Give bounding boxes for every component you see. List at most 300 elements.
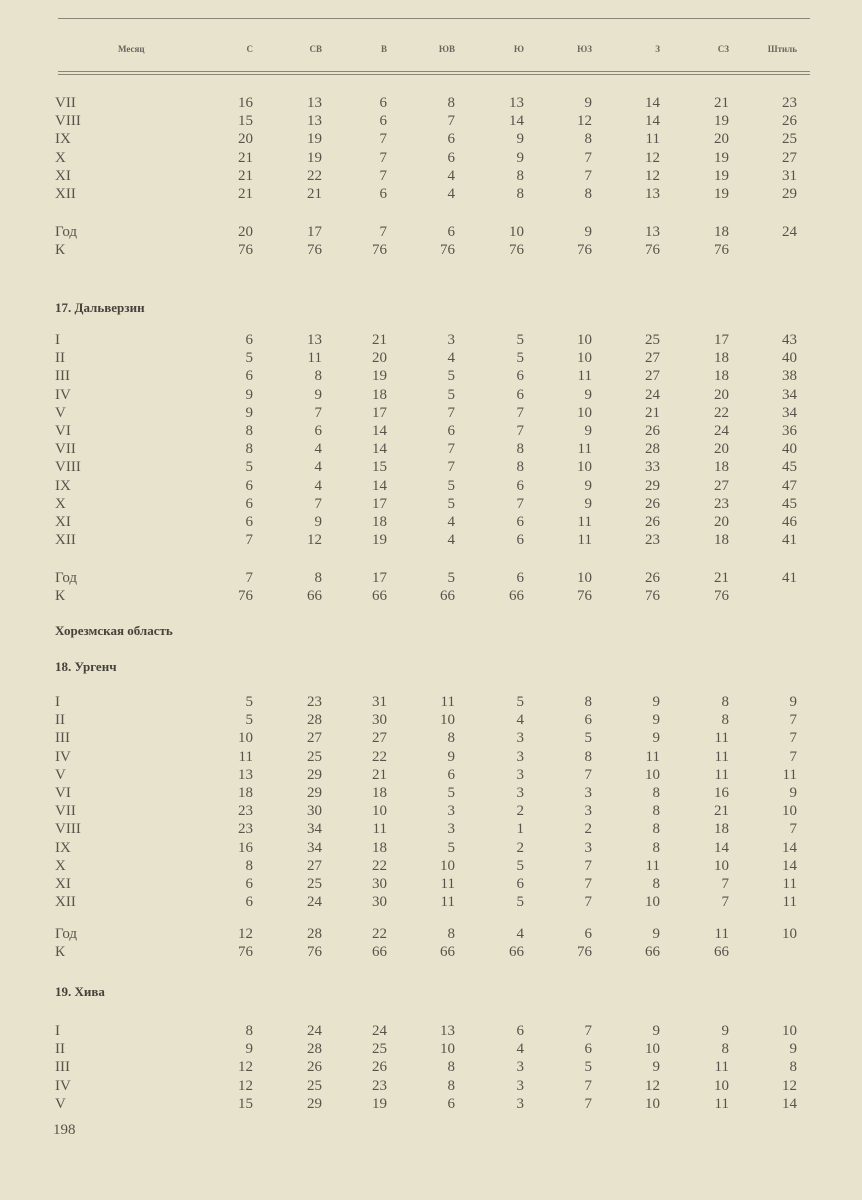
section-continued: [0, 94, 862, 260]
cell-value: 8: [516, 167, 524, 184]
cell-value: 6: [447, 1095, 455, 1112]
cell-value: 7: [584, 766, 592, 783]
header-col: В: [380, 44, 387, 54]
cell-value: 14: [645, 95, 660, 111]
cell-value: 21: [307, 185, 322, 202]
cell-value: 9: [584, 422, 592, 439]
cell-value: 18: [714, 459, 729, 476]
cell-value: 11: [782, 766, 797, 783]
cell-value: 11: [645, 857, 660, 874]
cell-value: 21: [714, 95, 729, 111]
cell-value: 14: [782, 857, 797, 874]
cell-value: 21: [714, 570, 729, 587]
cell-value: 12: [645, 149, 660, 166]
cell-value: 66: [440, 944, 455, 961]
row-label: V: [55, 766, 66, 783]
row-label: X: [55, 149, 66, 166]
cell-value: 45: [782, 459, 797, 476]
cell-value: 76: [238, 242, 253, 259]
cell-value: 19: [307, 149, 322, 166]
cell-value: 7: [379, 167, 387, 184]
cell-value: 21: [645, 404, 660, 421]
row-label: XI: [55, 875, 71, 892]
section-title-urgench: 18. Ургенч: [55, 659, 117, 674]
cell-value: 9: [652, 1059, 660, 1076]
table-header: [0, 44, 862, 60]
cell-value: 8: [652, 784, 660, 801]
cell-value: 10: [645, 1041, 660, 1058]
table-row: [0, 495, 862, 513]
table-row: [0, 925, 862, 943]
cell-value: 3: [516, 730, 524, 747]
cell-value: 2: [516, 839, 524, 856]
cell-value: 3: [516, 784, 524, 801]
cell-value: 10: [577, 350, 592, 367]
cell-value: 26: [645, 422, 660, 439]
cell-value: 4: [314, 477, 322, 494]
row-label: III: [55, 1059, 70, 1076]
cell-value: 8: [652, 875, 660, 892]
table-row: [0, 241, 862, 259]
cell-value: 8: [245, 422, 253, 439]
cell-value: 11: [307, 350, 322, 367]
table-row: [0, 820, 862, 838]
cell-value: 66: [509, 944, 524, 961]
cell-value: 66: [440, 588, 455, 605]
cell-value: 4: [314, 459, 322, 476]
cell-value: 6: [516, 1023, 524, 1039]
cell-value: 9: [789, 784, 797, 801]
cell-value: 11: [372, 821, 387, 838]
cell-value: 5: [516, 350, 524, 367]
cell-value: 25: [372, 1041, 387, 1058]
cell-value: 8: [584, 185, 592, 202]
cell-value: 12: [577, 113, 592, 130]
cell-value: 12: [782, 1077, 797, 1094]
cell-value: 28: [307, 712, 322, 729]
row-label: XI: [55, 167, 71, 184]
cell-value: 10: [645, 1095, 660, 1112]
cell-value: 9: [652, 1023, 660, 1039]
cell-value: 10: [577, 404, 592, 421]
cell-value: 11: [577, 513, 592, 530]
cell-value: 7: [447, 113, 455, 130]
cell-value: 38: [782, 368, 797, 385]
table-row: [0, 587, 862, 605]
cell-value: 66: [372, 588, 387, 605]
row-label: IX: [55, 131, 71, 148]
cell-value: 7: [584, 857, 592, 874]
cell-value: 12: [645, 167, 660, 184]
cell-value: 6: [447, 766, 455, 783]
row-label: II: [55, 1041, 65, 1058]
cell-value: 23: [782, 95, 797, 111]
cell-value: 7: [447, 459, 455, 476]
cell-value: 13: [307, 332, 322, 348]
cell-value: 7: [516, 422, 524, 439]
cell-value: 24: [645, 386, 660, 403]
cell-value: 8: [652, 839, 660, 856]
cell-value: 7: [789, 748, 797, 765]
cell-value: 18: [714, 368, 729, 385]
cell-value: 29: [307, 766, 322, 783]
cell-value: 11: [714, 766, 729, 783]
cell-value: 25: [307, 1077, 322, 1094]
cell-value: 40: [782, 441, 797, 458]
cell-value: 7: [789, 712, 797, 729]
cell-value: 6: [245, 495, 253, 512]
cell-value: 66: [645, 944, 660, 961]
cell-value: 10: [440, 712, 455, 729]
cell-value: 29: [645, 477, 660, 494]
cell-value: 76: [509, 242, 524, 259]
cell-value: 8: [652, 821, 660, 838]
cell-value: 7: [584, 894, 592, 911]
cell-value: 10: [714, 857, 729, 874]
header-col: СВ: [309, 44, 322, 54]
row-label: I: [55, 1023, 60, 1039]
table-row: [0, 569, 862, 587]
cell-value: 22: [372, 857, 387, 874]
cell-value: 9: [516, 131, 524, 148]
cell-value: 8: [721, 712, 729, 729]
cell-value: 5: [447, 784, 455, 801]
cell-value: 17: [307, 224, 322, 241]
cell-value: 9: [447, 748, 455, 765]
cell-value: 9: [584, 495, 592, 512]
cell-value: 8: [584, 748, 592, 765]
cell-value: 21: [372, 332, 387, 348]
cell-value: 4: [447, 185, 455, 202]
table-row: [0, 943, 862, 961]
section-title-dalverzin: 17. Дальверзин: [55, 300, 145, 315]
cell-value: 10: [714, 1077, 729, 1094]
cell-value: 8: [721, 694, 729, 710]
cell-value: 17: [372, 404, 387, 421]
cell-value: 7: [789, 730, 797, 747]
cell-value: 6: [584, 712, 592, 729]
cell-value: 28: [645, 441, 660, 458]
table-row: [0, 185, 862, 203]
cell-value: 16: [238, 95, 253, 111]
cell-value: 9: [584, 224, 592, 241]
cell-value: 16: [238, 839, 253, 856]
row-label: Год: [55, 570, 78, 587]
cell-value: 12: [238, 926, 253, 943]
row-label: VII: [55, 441, 76, 458]
cell-value: 13: [645, 185, 660, 202]
row-label: X: [55, 495, 66, 512]
cell-value: 30: [372, 894, 387, 911]
cell-value: 26: [645, 495, 660, 512]
cell-value: 12: [238, 1059, 253, 1076]
row-label: К: [55, 242, 66, 259]
cell-value: 10: [372, 803, 387, 820]
table-row: [0, 857, 862, 875]
header-col: СЗ: [717, 44, 729, 54]
cell-value: 31: [372, 694, 387, 710]
cell-value: 8: [447, 95, 455, 111]
row-label: X: [55, 857, 66, 874]
cell-value: 10: [645, 766, 660, 783]
cell-value: 7: [516, 404, 524, 421]
cell-value: 13: [307, 113, 322, 130]
cell-value: 17: [372, 495, 387, 512]
cell-value: 7: [584, 1095, 592, 1112]
cell-value: 13: [509, 95, 524, 111]
cell-value: 14: [782, 839, 797, 856]
cell-value: 6: [516, 513, 524, 530]
cell-value: 8: [584, 131, 592, 148]
header-col: З: [655, 44, 660, 54]
cell-value: 22: [714, 404, 729, 421]
cell-value: 20: [714, 386, 729, 403]
cell-value: 8: [584, 694, 592, 710]
cell-value: 3: [584, 803, 592, 820]
cell-value: 9: [584, 95, 592, 111]
cell-value: 3: [516, 766, 524, 783]
cell-value: 6: [516, 368, 524, 385]
cell-value: 19: [714, 185, 729, 202]
cell-value: 18: [714, 224, 729, 241]
cell-value: 13: [307, 95, 322, 111]
cell-value: 36: [782, 422, 797, 439]
cell-value: 5: [516, 857, 524, 874]
cell-value: 9: [789, 1041, 797, 1058]
cell-value: 8: [447, 1059, 455, 1076]
cell-value: 26: [645, 513, 660, 530]
cell-value: 76: [577, 242, 592, 259]
table-row: [0, 130, 862, 148]
cell-value: 31: [782, 167, 797, 184]
table-row: [0, 748, 862, 766]
table-row: [0, 167, 862, 185]
cell-value: 10: [577, 332, 592, 348]
row-label: IX: [55, 839, 71, 856]
cell-value: 19: [714, 167, 729, 184]
cell-value: 6: [314, 422, 322, 439]
cell-value: 7: [721, 894, 729, 911]
cell-value: 22: [372, 926, 387, 943]
cell-value: 2: [516, 803, 524, 820]
cell-value: 18: [238, 784, 253, 801]
cell-value: 47: [782, 477, 797, 494]
row-label: V: [55, 404, 66, 421]
cell-value: 8: [245, 857, 253, 874]
cell-value: 7: [584, 149, 592, 166]
cell-value: 76: [440, 242, 455, 259]
cell-value: 21: [372, 766, 387, 783]
cell-value: 18: [714, 350, 729, 367]
cell-value: 8: [789, 1059, 797, 1076]
cell-value: 43: [782, 332, 797, 348]
cell-value: 6: [447, 131, 455, 148]
cell-value: 5: [447, 477, 455, 494]
cell-value: 7: [245, 532, 253, 549]
cell-value: 10: [440, 857, 455, 874]
row-label: V: [55, 1095, 66, 1112]
cell-value: 25: [307, 748, 322, 765]
row-label: IV: [55, 748, 71, 765]
header-col: ЮВ: [438, 44, 455, 54]
cell-value: 7: [379, 149, 387, 166]
cell-value: 3: [516, 1077, 524, 1094]
cell-value: 11: [577, 441, 592, 458]
cell-value: 76: [645, 242, 660, 259]
cell-value: 5: [245, 712, 253, 729]
cell-value: 66: [372, 944, 387, 961]
cell-value: 3: [584, 839, 592, 856]
cell-value: 76: [238, 944, 253, 961]
cell-value: 6: [245, 477, 253, 494]
table-row: [0, 440, 862, 458]
cell-value: 1: [516, 821, 524, 838]
cell-value: 6: [516, 386, 524, 403]
table-row: [0, 766, 862, 784]
cell-value: 11: [714, 748, 729, 765]
cell-value: 29: [307, 784, 322, 801]
row-label: XII: [55, 532, 76, 549]
table-row: [0, 1095, 862, 1113]
cell-value: 11: [440, 875, 455, 892]
cell-value: 5: [245, 459, 253, 476]
cell-value: 6: [516, 532, 524, 549]
table-row: [0, 386, 862, 404]
cell-value: 5: [516, 332, 524, 348]
cell-value: 9: [314, 386, 322, 403]
cell-value: 7: [314, 404, 322, 421]
section-dalverzin: [0, 331, 862, 606]
cell-value: 8: [516, 185, 524, 202]
cell-value: 41: [782, 570, 797, 587]
table-row: [0, 149, 862, 167]
row-label: К: [55, 944, 66, 961]
cell-value: 7: [584, 167, 592, 184]
cell-value: 25: [645, 332, 660, 348]
cell-value: 14: [782, 1095, 797, 1112]
cell-value: 5: [447, 368, 455, 385]
cell-value: 20: [714, 513, 729, 530]
cell-value: 7: [314, 495, 322, 512]
cell-value: 76: [307, 242, 322, 259]
cell-value: 21: [238, 185, 253, 202]
cell-value: 6: [379, 95, 387, 111]
section-title-khiva: 19. Хива: [55, 984, 105, 999]
cell-value: 11: [782, 875, 797, 892]
cell-value: 4: [447, 167, 455, 184]
cell-value: 20: [372, 350, 387, 367]
cell-value: 46: [782, 513, 797, 530]
row-label: I: [55, 332, 60, 348]
cell-value: 8: [652, 803, 660, 820]
cell-value: 12: [238, 1077, 253, 1094]
cell-value: 5: [584, 1059, 592, 1076]
table-row: [0, 693, 862, 711]
row-label: К: [55, 588, 66, 605]
cell-value: 18: [372, 386, 387, 403]
table-row: [0, 1022, 862, 1040]
header-col: Штиль: [767, 44, 797, 54]
cell-value: 8: [721, 1041, 729, 1058]
cell-value: 9: [652, 694, 660, 710]
cell-value: 10: [509, 224, 524, 241]
header-col: Ю: [513, 44, 524, 54]
cell-value: 26: [372, 1059, 387, 1076]
table-row: [0, 404, 862, 422]
cell-value: 6: [245, 875, 253, 892]
row-label: XI: [55, 513, 71, 530]
cell-value: 76: [577, 944, 592, 961]
cell-value: 9: [652, 926, 660, 943]
cell-value: 6: [245, 894, 253, 911]
cell-value: 7: [447, 441, 455, 458]
cell-value: 34: [782, 386, 797, 403]
cell-value: 4: [447, 532, 455, 549]
table-row: [0, 513, 862, 531]
table-row: [0, 458, 862, 476]
table-row: [0, 711, 862, 729]
cell-value: 4: [447, 513, 455, 530]
cell-value: 8: [245, 1023, 253, 1039]
cell-value: 11: [714, 730, 729, 747]
cell-value: 6: [245, 332, 253, 348]
cell-value: 13: [238, 766, 253, 783]
cell-value: 21: [238, 167, 253, 184]
cell-value: 30: [372, 712, 387, 729]
table-row: [0, 331, 862, 349]
cell-value: 34: [307, 839, 322, 856]
cell-value: 20: [714, 131, 729, 148]
cell-value: 6: [447, 149, 455, 166]
cell-value: 15: [238, 1095, 253, 1112]
row-label: XII: [55, 185, 76, 202]
cell-value: 24: [307, 894, 322, 911]
cell-value: 3: [447, 803, 455, 820]
cell-value: 76: [714, 588, 729, 605]
cell-value: 17: [372, 570, 387, 587]
table-row: [0, 422, 862, 440]
cell-value: 8: [447, 926, 455, 943]
cell-value: 2: [584, 821, 592, 838]
table-row: [0, 531, 862, 549]
cell-value: 5: [447, 839, 455, 856]
row-label: IV: [55, 386, 71, 403]
cell-value: 14: [714, 839, 729, 856]
cell-value: 26: [782, 113, 797, 130]
row-label: I: [55, 694, 60, 710]
cell-value: 11: [782, 894, 797, 911]
cell-value: 20: [714, 441, 729, 458]
cell-value: 11: [577, 532, 592, 549]
cell-value: 7: [516, 495, 524, 512]
row-label: XII: [55, 894, 76, 911]
cell-value: 7: [721, 875, 729, 892]
cell-value: 19: [714, 149, 729, 166]
table-row: [0, 112, 862, 130]
cell-value: 8: [447, 1077, 455, 1094]
cell-value: 5: [447, 570, 455, 587]
cell-value: 14: [372, 422, 387, 439]
cell-value: 5: [447, 386, 455, 403]
header-rule-1: [58, 71, 810, 72]
cell-value: 11: [238, 748, 253, 765]
cell-value: 10: [782, 926, 797, 943]
cell-value: 10: [577, 459, 592, 476]
cell-value: 15: [238, 113, 253, 130]
cell-value: 5: [516, 694, 524, 710]
cell-value: 19: [714, 113, 729, 130]
cell-value: 7: [584, 1077, 592, 1094]
